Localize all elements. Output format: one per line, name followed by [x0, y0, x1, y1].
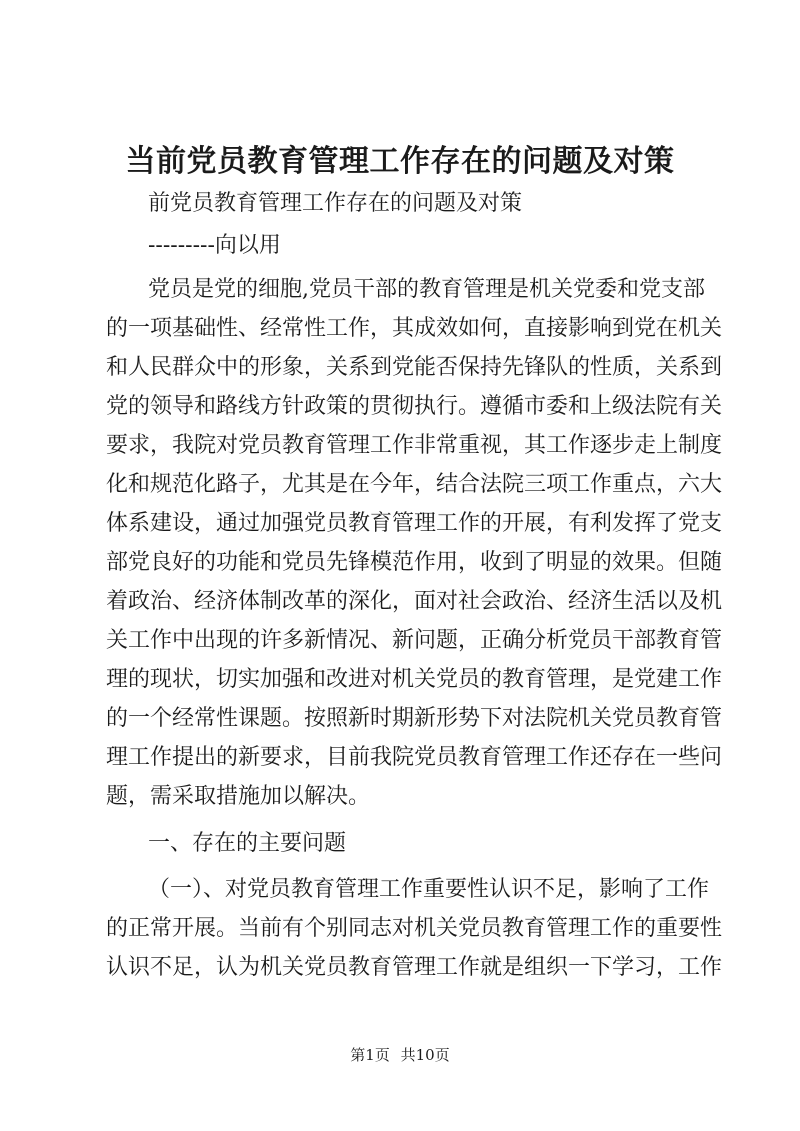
body-line: 理工作提出的新要求，目前我院党员教育管理工作还存在一些问	[106, 745, 723, 770]
body-line: 题，需采取措施加以解决。	[106, 784, 371, 809]
body-line: 的一项基础性、经常性工作，其成效如何，直接影响到党在机关	[106, 316, 723, 341]
body-line: 的正常开展。当前有个别同志对机关党员教育管理工作的重要性	[106, 916, 723, 941]
body-line: （一）、对党员教育管理工作重要性认识不足，影响了工作	[148, 877, 710, 902]
body-line: 的一个经常性课题。按照新时期新形势下对法院机关党员教育管	[106, 706, 723, 731]
body-line: 认识不足，认为机关党员教育管理工作就是组织一下学习，工作	[106, 955, 723, 980]
author-line: ---------向以用	[148, 233, 281, 258]
body-line: 党员是党的细胞,党员干部的教育管理是机关党委和党支部	[148, 277, 705, 302]
body-line: 着政治、经济体制改革的深化，面对社会政治、经济生活以及机	[106, 589, 723, 614]
page-number: 第1页	[350, 1046, 390, 1064]
body-line: 和人民群众中的形象，关系到党能否保持先锋队的性质，关系到	[106, 355, 723, 380]
body-line: 理的现状，切实加强和改进对机关党员的教育管理，是党建工作	[106, 667, 723, 692]
body-line: 体系建设，通过加强党员教育管理工作的开展，有利发挥了党支	[106, 511, 723, 536]
body-line: 关工作中出现的许多新情况、新问题，正确分析党员干部教育管	[106, 628, 723, 653]
body-line: 部党良好的功能和党员先锋模范作用，收到了明显的效果。但随	[106, 550, 723, 575]
body-line: 化和规范化路子，尤其是在今年，结合法院三项工作重点，六大	[106, 472, 723, 497]
document-title: 当前党员教育管理工作存在的问题及对策	[125, 144, 675, 179]
page-footer	[0, 1044, 800, 1066]
body-line: 要求，我院对党员教育管理工作非常重视，其工作逐步走上制度	[106, 433, 723, 458]
body-line: 党的领导和路线方针政策的贯彻执行。遵循市委和上级法院有关	[106, 394, 723, 419]
page-total: 共10页	[400, 1046, 450, 1064]
subtitle-line: 前党员教育管理工作存在的问题及对策	[148, 191, 523, 216]
section-heading: 一、存在的主要问题	[148, 831, 347, 856]
